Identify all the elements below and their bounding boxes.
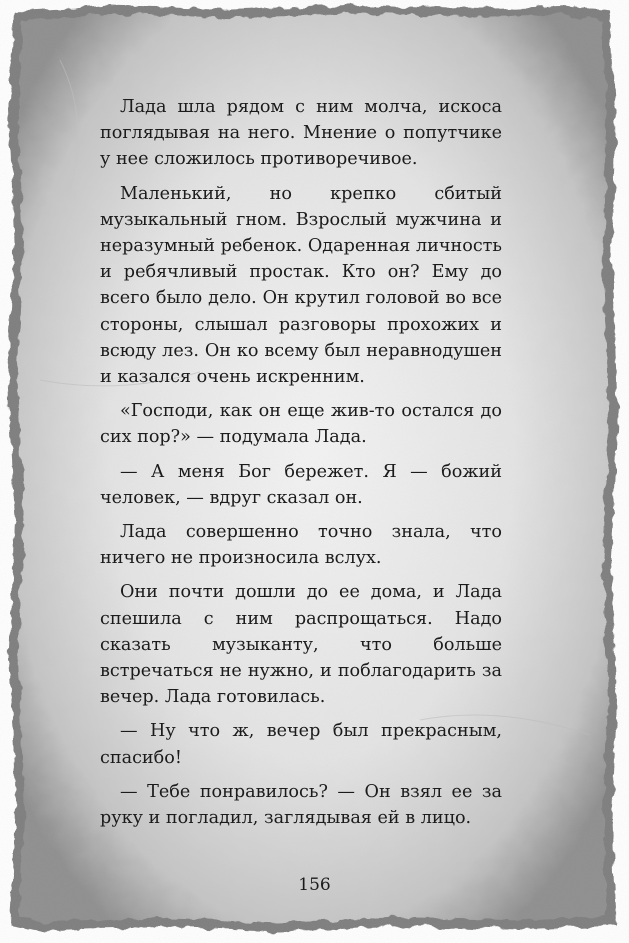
paragraph: Лада совершенно точно знала, что ничего не произносила вслух. [100, 522, 502, 569]
paragraph: — Тебе понравилось? — Он взял ее за руку и погладил, заглядывая ей в лицо. [100, 781, 502, 829]
body-text [100, 94, 502, 839]
paragraph: — Ну что ж, вечер был прекрасным, спасибо! [100, 721, 502, 768]
paragraph: Лада шла рядом с ним молча, искоса поглядывая на него. Мнение о попутчике у нее сложилось противоречивое. [100, 97, 502, 170]
paragraph: Они почти дошли до ее дома, и Лада спешила с ним распрощаться. Надо сказать музыканту, что больше встречаться не нужно, и поблагодарить за вечер. Лада готовилась. [100, 582, 502, 708]
paragraph: Маленький, но крепко сбитый музыкальный гном. Взрослый мужчина и неразумный ребенок. Одаренная личность и ребячливый простак. Кто он? Ему до всего было дело. Он крутил головой во все стороны, слышал разговоры прохожих и всюду лез. Он ко всему был неравнодушен и казался очень искренним. [100, 183, 502, 388]
paragraph: «Господи, как он еще жив-то остался до сих пор?» — подумала Лада. [100, 401, 502, 448]
paragraph: — А меня Бог бережет. Я — божий человек, — вдруг сказал он. [100, 461, 502, 508]
page-number: 156 [298, 875, 331, 895]
